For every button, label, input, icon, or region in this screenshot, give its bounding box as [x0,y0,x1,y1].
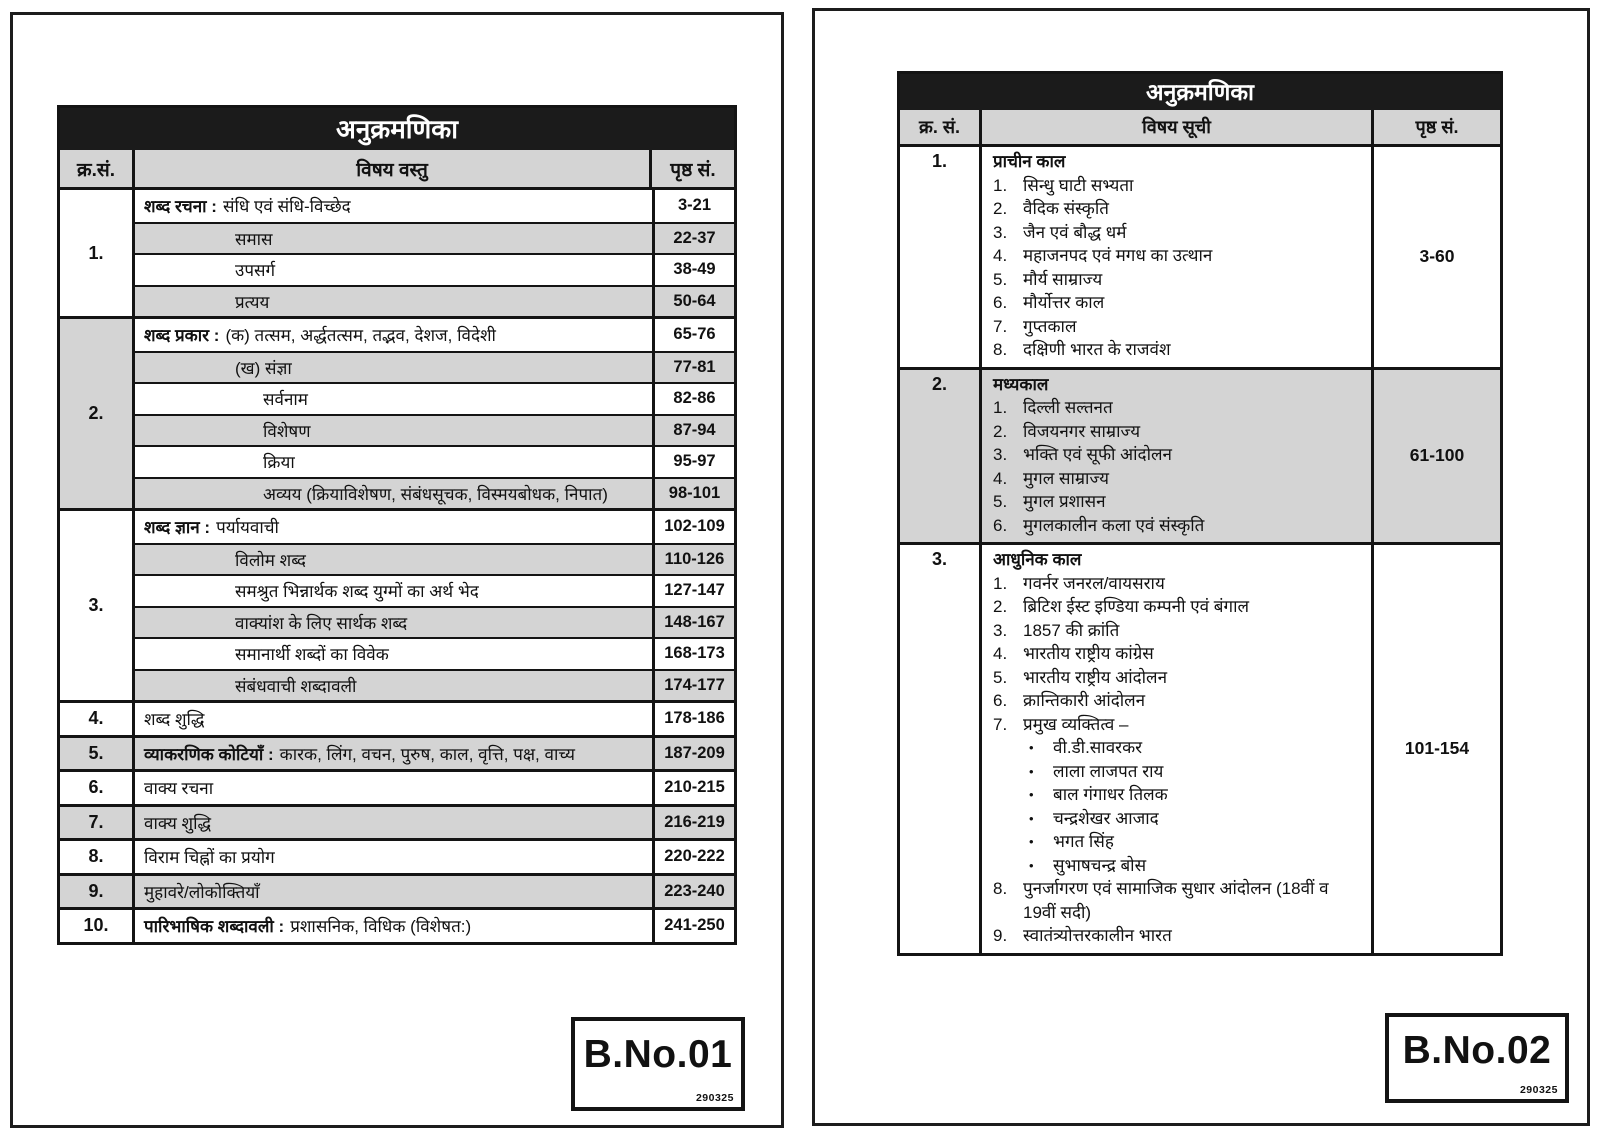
subject-text: प्रत्यय [235,292,270,312]
list-item-text: गुप्तकाल [1023,316,1077,336]
list-item [993,197,1363,221]
toc-group [60,735,734,770]
subject-cell [135,319,655,351]
subject-cell [135,876,655,908]
toc-group [60,508,734,700]
toc-group-rows [135,319,734,508]
list-item-text: दक्षिणी भारत के राजवंश [1023,340,1171,359]
list-item-text: स्वातंत्र्योत्तरकालीन भारत [1023,926,1172,945]
serial-cell: 1. [60,190,135,316]
toc-group-rows [135,190,734,316]
page-range-cell: 102-109 [664,517,725,536]
subject-cell [135,416,655,446]
serial-cell: 3. [60,511,135,700]
page-range-cell: 38-49 [673,260,716,279]
toc-row [135,253,734,285]
column-header-page: पृष्ठ सं. [1415,117,1459,137]
page-range-cell: 65-76 [673,325,716,344]
serial-cell: 2. [900,370,982,543]
list-item-number: 2. [993,199,1008,218]
bullet-icon: • [1029,810,1034,826]
subject-text: अव्यय (क्रियाविशेषण, संबंधसूचक, विस्मयबोधक, निपात) [263,484,608,504]
list-item-number: 3. [993,445,1008,464]
left-table-header [60,150,734,190]
column-header-page: पृष्ठ सं. [670,159,716,181]
page-range-cell: 3-60 [1419,246,1455,267]
subject-cell [982,545,1374,953]
list-item-number: 3. [993,620,1008,640]
subject-cell [135,511,655,543]
page-range-cell: 101-154 [1404,738,1470,759]
bullet-icon: • [1029,787,1034,802]
list-item [993,689,1363,713]
list-item [993,291,1363,315]
bullet-item [993,783,1363,807]
toc-group-rows [135,841,734,873]
subject-cell [135,772,655,804]
serial-cell: 2. [60,319,135,508]
bullet-icon: • [1029,857,1034,873]
list-item-number: 7. [993,316,1008,336]
list-item-number: 4. [993,644,1008,663]
list-item [993,666,1363,690]
list-item-number: 2. [993,421,1008,441]
list-item-text: प्रमुख व्यक्तित्व – [1023,714,1129,734]
list-item [993,595,1363,619]
toc-group-rows [135,511,734,700]
toc-group [60,804,734,839]
page-range-cell: 220-222 [664,847,725,866]
page-range-cell: 98-101 [668,483,721,502]
subject-cell [135,190,655,222]
toc-row [135,637,734,669]
subject-cell [135,384,655,414]
bullet-icon: • [1029,834,1034,849]
subject-cell [135,703,655,735]
section-heading: मध्यकाल [993,374,1049,394]
subject-text: क्रिया [263,453,295,473]
page-range-cell: 174-177 [664,675,725,694]
section-heading: आधुनिक काल [993,550,1082,569]
toc-group-rows [135,738,734,770]
serial-cell: 10. [60,910,135,942]
list-item-text: दिल्ली सल्तनत [1023,398,1113,417]
list-item-number: 1. [993,398,1008,417]
list-item-number: 6. [993,293,1008,312]
subject-text: वाक्य शुद्धि [144,813,212,833]
subject-text: पर्यायवाची [216,518,279,538]
page-range-cell: 210-215 [664,778,725,797]
list-item [993,338,1363,362]
bullet-item-text: चन्द्रशेखर आजाद [1053,808,1159,828]
bullet-item [993,854,1363,878]
list-item-text: मुगलकालीन कला एवं संस्कृति [1023,515,1205,535]
page-right [812,8,1590,1126]
page-range-cell: 168-173 [664,644,725,663]
right-table-body [900,147,1500,953]
toc-row [135,511,734,543]
list-item-number: 6. [993,515,1008,535]
bullet-item [993,807,1363,831]
book-number-badge [1385,1013,1569,1103]
subject-lead: पारिभाषिक शब्दावली : [144,917,285,937]
page-range-cell: 50-64 [673,291,716,310]
list-item-text: मुगल प्रशासन [1023,492,1106,511]
subject-cell [135,479,655,509]
column-header-serial: क्र. सं. [900,110,982,144]
subject-text: संबंधवाची शब्दावली [235,676,357,696]
subject-text: समानार्थी शब्दों का विवेक [235,645,389,665]
list-item [993,619,1363,643]
serial-cell: 4. [60,703,135,735]
toc-row [135,319,734,351]
list-item-number: 8. [993,340,1008,359]
toc-row [135,351,734,383]
subject-text: कारक, लिंग, वचन, पुरुष, काल, वृत्ति, पक्ष, वाच्य [279,744,575,764]
subject-text: सर्वनाम [263,390,308,410]
page-range-cell: 178-186 [664,709,725,728]
list-item-text: गवर्नर जनरल/वायसराय [1023,573,1165,593]
list-item-number: 4. [993,246,1008,265]
bullet-item-text: भगत सिंह [1053,832,1114,851]
toc-section [900,542,1500,953]
subject-text: वाक्यांश के लिए सार्थक शब्द [235,613,408,633]
right-table-title: अनुक्रमणिका [900,74,1500,110]
subject-text: (ख) संज्ञा [235,358,292,378]
toc-row [135,414,734,446]
subject-cell [135,224,655,254]
page-range-cell: 241-250 [664,916,725,935]
serial-cell: 6. [60,772,135,804]
subject-text: विशेषण [263,421,311,441]
toc-group [60,907,734,942]
list-item-text: भारतीय राष्ट्रीय आंदोलन [1023,667,1168,687]
toc-group [60,700,734,735]
page-range-cell: 22-37 [673,228,716,247]
toc-row [135,772,734,804]
list-item [993,490,1363,514]
list-item-number: 5. [993,492,1008,511]
subject-cell [135,639,655,669]
list-item-number: 8. [993,879,1008,898]
page-range-cell: 127-147 [664,581,725,600]
subject-text: विराम चिह्नों का प्रयोग [144,848,275,868]
toc-row [135,807,734,839]
list-item [993,713,1363,737]
page-range-cell: 216-219 [664,812,725,831]
toc-row [135,876,734,908]
left-table-body [60,190,734,942]
toc-row [135,738,734,770]
list-item-number: 1. [993,573,1008,593]
list-item [993,572,1363,596]
subject-lead: शब्द ज्ञान : [144,518,211,538]
list-item [993,268,1363,292]
list-item-text: पुनर्जागरण एवं सामाजिक सुधार आंदोलन (18वीं व 19वीं सदी) [1023,879,1329,922]
subject-cell [135,841,655,873]
toc-row [135,574,734,606]
list-item-text: मौर्योत्तर काल [1023,293,1105,312]
list-item-text: जैन एवं बौद्ध धर्म [1023,222,1127,242]
subject-text: मुहावरे/लोकोक्तियाँ [144,882,260,902]
left-table-title: अनुक्रमणिका [60,108,734,150]
toc-row [135,669,734,701]
book-number-label: B.No.02 [1402,1029,1552,1072]
subject-cell [982,147,1374,367]
page-range-cell: 110-126 [664,549,725,568]
toc-group-rows [135,703,734,735]
list-item-number: 9. [993,926,1008,945]
subject-text: संधि एवं संधि-विच्छेद [222,197,351,217]
bullet-icon: • [1029,763,1034,779]
left-toc-table [57,105,737,945]
toc-group [60,769,734,804]
toc-group [60,873,734,908]
page-range-cell: 82-86 [673,389,716,408]
subject-cell [135,608,655,638]
subject-cell [135,807,655,839]
subject-cell [135,287,655,317]
right-toc-table [897,71,1503,956]
toc-row [135,190,734,222]
list-item-text: मौर्य साम्राज्य [1023,269,1103,289]
list-item [993,443,1363,467]
badge-code: 290325 [1519,1084,1558,1096]
list-item [993,924,1363,948]
toc-section [900,147,1500,367]
serial-cell: 8. [60,841,135,873]
list-item-number: 3. [993,222,1008,242]
serial-cell: 7. [60,807,135,839]
bullet-item-text: बाल गंगाधर तिलक [1053,785,1168,804]
toc-group-rows [135,910,734,942]
subject-text: शब्द शुद्धि [144,710,205,730]
subject-cell [135,545,655,575]
list-item [993,315,1363,339]
subject-cell [135,671,655,701]
toc-row [135,606,734,638]
column-header-serial: क्र.सं. [60,150,135,187]
toc-row [135,445,734,477]
list-item-number: 4. [993,468,1008,488]
list-item-number: 6. [993,691,1008,710]
subject-cell [135,447,655,477]
page-range-cell: 95-97 [673,452,716,471]
toc-row [135,543,734,575]
subject-lead: शब्द प्रकार : [144,326,220,346]
bullet-item [993,760,1363,784]
list-item [993,396,1363,420]
subject-cell [135,255,655,285]
book-number-label: B.No.01 [583,1033,733,1076]
list-item-text: महाजनपद एवं मगध का उत्थान [1023,246,1213,265]
page-range-cell: 87-94 [673,420,716,439]
subject-text: समास [235,229,273,249]
bullet-icon: • [1029,740,1034,755]
subject-text: विलोम शब्द [235,550,306,570]
column-header-subject: विषय सूची [982,110,1374,144]
toc-row [135,703,734,735]
list-item [993,174,1363,198]
page-range-cell: 3-21 [677,196,712,215]
list-item [993,244,1363,268]
column-header-subject: विषय वस्तु [135,150,652,187]
list-item [993,420,1363,444]
page-range-cell: 77-81 [673,357,716,376]
book-number-badge [571,1017,745,1111]
bullet-item-text: लाला लाजपत राय [1053,761,1164,781]
badge-code: 290325 [695,1092,734,1104]
bullet-item [993,830,1363,854]
list-item [993,877,1363,924]
toc-group [60,838,734,873]
list-item-number: 5. [993,269,1008,289]
list-item [993,642,1363,666]
page-range-cell: 61-100 [1409,445,1465,466]
toc-row [135,285,734,317]
right-table-header [900,110,1500,147]
toc-group-rows [135,772,734,804]
serial-cell: 1. [900,147,982,367]
toc-row [135,841,734,873]
subject-text: समश्रुत भिन्नार्थक शब्द युग्मों का अर्थ भेद [235,582,479,602]
bullet-item-text: सुभाषचन्द्र बोस [1053,855,1147,875]
subject-cell [135,576,655,606]
list-item-text: विजयनगर साम्राज्य [1023,421,1141,441]
toc-group-rows [135,807,734,839]
subject-cell [982,370,1374,543]
subject-text: प्रशासनिक, विधिक (विशेषत:) [290,917,472,937]
subject-text: वाक्य रचना [144,779,214,799]
list-item-text: वैदिक संस्कृति [1023,199,1109,218]
list-item-text: 1857 की क्रांति [1023,620,1120,640]
list-item-text: भारतीय राष्ट्रीय कांग्रेस [1023,644,1154,663]
serial-cell: 5. [60,738,135,770]
page-range-cell: 223-240 [664,881,725,900]
list-item-number: 5. [993,667,1008,687]
page-range-cell: 148-167 [664,612,725,631]
list-item-number: 1. [993,175,1008,195]
bullet-item [993,736,1363,760]
toc-row [135,910,734,942]
toc-row [135,382,734,414]
serial-cell: 9. [60,876,135,908]
list-item-number: 7. [993,714,1008,734]
list-item-text: मुगल साम्राज्य [1023,468,1110,488]
toc-group [60,316,734,508]
bullet-item-text: वी.डी.सावरकर [1053,738,1143,757]
list-item-text: क्रान्तिकारी आंदोलन [1023,691,1146,710]
subject-lead: व्याकरणिक कोटियाँ : [144,744,274,764]
section-heading: प्राचीन काल [993,152,1066,171]
list-item-number: 2. [993,597,1008,616]
toc-group-rows [135,876,734,908]
toc-row [135,222,734,254]
list-item [993,221,1363,245]
list-item-text: ब्रिटिश ईस्ट इण्डिया कम्पनी एवं बंगाल [1023,597,1250,616]
toc-row [135,477,734,509]
page-left [10,12,784,1128]
toc-section [900,367,1500,543]
toc-group [60,190,734,316]
subject-cell [135,738,655,770]
subject-cell [135,910,655,942]
page-range-cell: 187-209 [664,743,725,762]
list-item [993,467,1363,491]
subject-text: (क) तत्सम, अर्द्धतत्सम, तद्भव, देशज, विदेशी [225,326,496,346]
list-item-text: सिन्धु घाटी सभ्यता [1023,175,1134,195]
serial-cell: 3. [900,545,982,953]
subject-cell [135,353,655,383]
list-item-text: भक्ति एवं सूफी आंदोलन [1023,445,1172,464]
list-item [993,514,1363,538]
subject-lead: शब्द रचना : [144,197,217,217]
subject-text: उपसर्ग [235,261,276,281]
